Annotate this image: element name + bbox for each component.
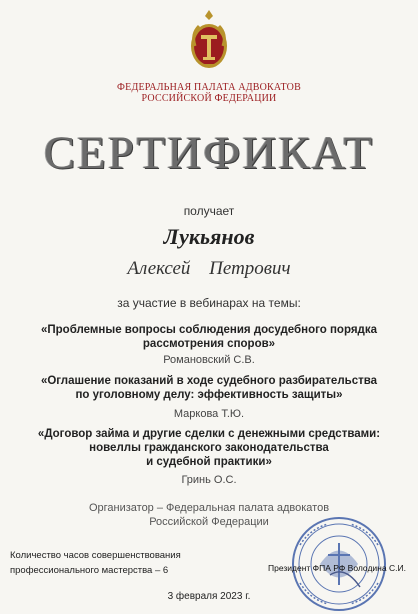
org-name-line2: РОССИЙСКОЙ ФЕДЕРАЦИИ <box>141 93 277 104</box>
topic-2-author: Маркова Т.Ю. <box>173 408 245 420</box>
topic-1-author: Романовский С.В. <box>163 354 255 366</box>
topic-2-line2: по уголовному делу: эффективность защиты» <box>75 389 343 401</box>
recipient-surname: Лукьянов <box>163 224 255 249</box>
topic-3-line3: и судебной практики» <box>146 456 272 468</box>
certificate-title: СЕРТИФИКАТ <box>43 127 375 179</box>
org-name-line1: ФЕДЕРАЛЬНАЯ ПАЛАТА АДВОКАТОВ <box>117 82 301 93</box>
topic-3-author: Гринь О.С. <box>181 474 237 486</box>
topic-3-line1: «Договор займа и другие сделки с денежными средствами: <box>37 428 381 440</box>
hours-line1: Количество часов совершенствования <box>10 550 181 561</box>
hours-note <box>10 548 181 578</box>
issue-date: 3 февраля 2023 г. <box>167 591 251 602</box>
topic-1 <box>0 323 418 351</box>
topic-2-line1: «Оглашение показаний в ходе судебного разбирательства <box>40 375 378 387</box>
organizer-line1: Организатор – Федеральная палата адвокатов <box>88 502 330 514</box>
participation-label: за участие в вебинарах на темы: <box>117 296 301 310</box>
president-signature-line: Президент ФПА РФ Володина С.И. <box>268 563 406 573</box>
topic-2 <box>0 374 418 402</box>
organizer-line2: Российской Федерации <box>149 516 269 528</box>
hours-line2: профессионального мастерства – 6 <box>10 565 169 576</box>
emblem-icon <box>187 8 231 74</box>
topic-1-line2: рассмотрения споров» <box>142 338 276 350</box>
topic-3 <box>0 427 418 469</box>
recipient-name: Алексей Петрович <box>127 258 291 279</box>
receives-label: получает <box>183 204 235 218</box>
topic-1-line1: «Проблемные вопросы соблюдения досудебного порядка <box>41 324 377 336</box>
topic-3-line2: новеллы гражданского законодательства <box>89 442 329 454</box>
